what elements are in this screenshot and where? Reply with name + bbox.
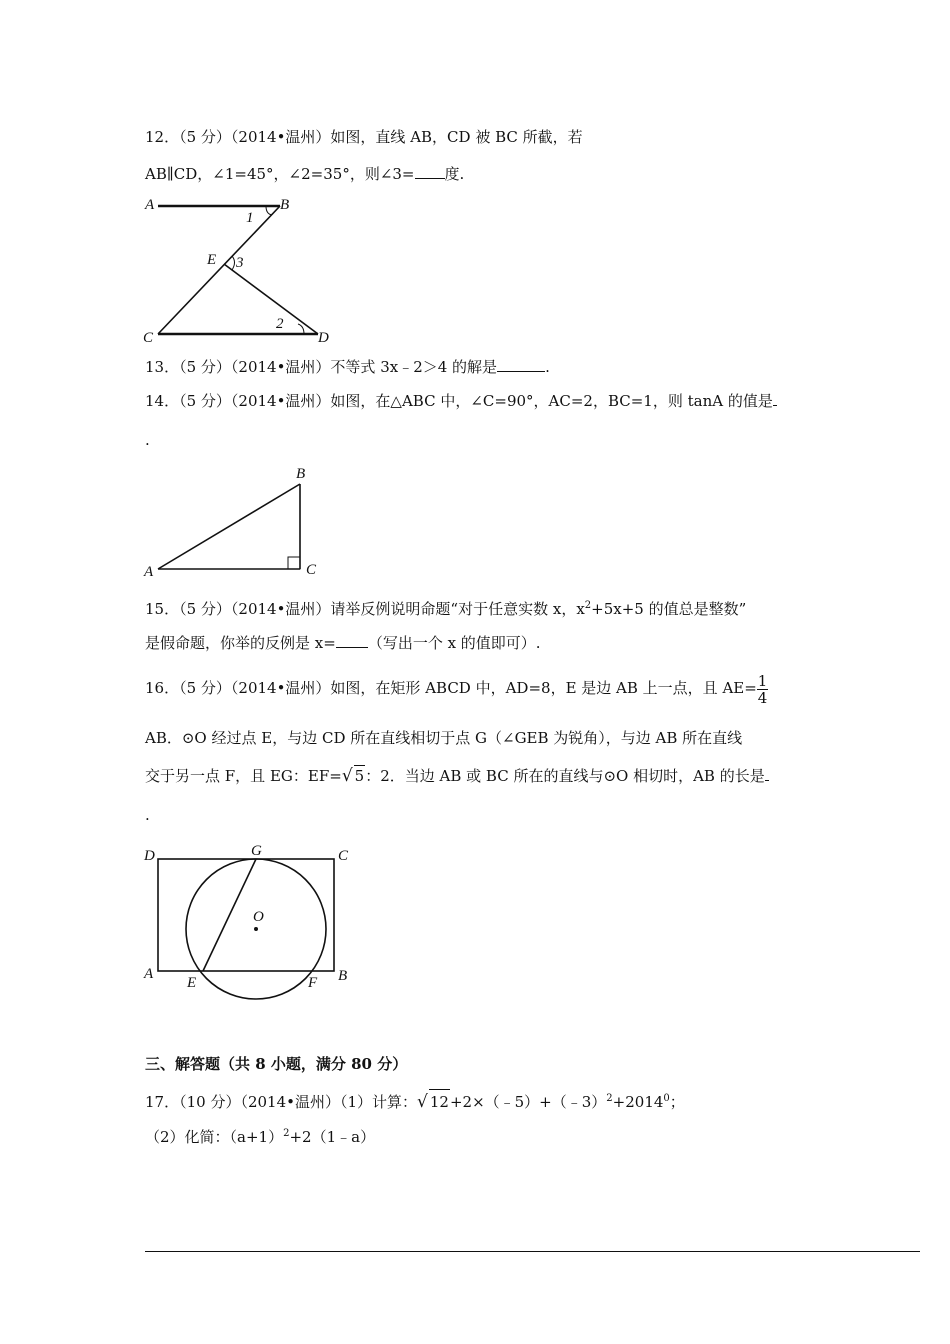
- label-angle-2: 2: [276, 316, 284, 332]
- label-A: A: [144, 966, 154, 982]
- label-E: E: [187, 975, 197, 991]
- answer-blank: [336, 633, 368, 648]
- label-E: E: [207, 252, 217, 268]
- q14-line2: .: [145, 431, 150, 449]
- label-C: C: [338, 848, 349, 864]
- label-C: C: [143, 330, 154, 346]
- label-G: G: [251, 843, 262, 859]
- q16-line2: AB．⊙O 经过点 E，与边 CD 所在直线相切于点 G（∠GEB 为锐角），与边 AB 所在直线: [145, 729, 743, 747]
- label-D: D: [318, 330, 329, 346]
- radical-sign: √: [341, 766, 353, 786]
- q16-figure: [140, 840, 370, 1005]
- section-heading: 三、解答题（共 8 小题，满分 80 分）: [145, 1055, 408, 1073]
- label-B: B: [280, 197, 290, 213]
- label-O: O: [253, 909, 264, 925]
- q12-line1: 12．（5 分）（2014•温州）如图，直线 AB，CD 被 BC 所截，若: [145, 128, 583, 146]
- q17-line2: （2）化简：$(a+1)^2+2(1﹣a)$: [145, 1128, 376, 1146]
- answer-blank: [497, 357, 545, 372]
- answer-blank: [415, 164, 445, 179]
- q16-line4: .: [145, 806, 150, 824]
- label-F: F: [308, 975, 318, 991]
- label-B: B: [296, 466, 306, 482]
- label-angle-3: 3: [236, 255, 244, 271]
- label-A: A: [144, 564, 154, 580]
- label-A: A: [145, 197, 155, 213]
- q16-line1: 16．（5 分）（2014•温州）如图，在矩形 ABCD 中，AD=8，E 是边 AB 上一点，且 AE= $\frac{1}{4}$: [145, 671, 768, 707]
- q15-line1: 15．（5 分）（2014•温州）请举反例说明命题“对于任意实数 x，$x^2+5x+5$ 的值总是整数”: [145, 600, 747, 618]
- label-angle-1: 1: [246, 210, 254, 226]
- label-C: C: [306, 562, 317, 578]
- q14-line1: 14．（5 分）（2014•温州）如图，在△ABC 中，∠C=90°，AC=2，BC=1，则 tanA 的值是: [145, 391, 777, 411]
- label-B: B: [338, 968, 348, 984]
- q14-figure: [140, 460, 340, 585]
- answer-blank: [773, 391, 777, 406]
- q12-line2: AB∥CD，∠1=45°，∠2=35°，则∠3= 度.: [145, 165, 465, 183]
- footer-rule: [145, 1251, 920, 1252]
- q17-line1: 17．（10 分）（2014•温州）（1）计算：√ $12+2\times(﹣5)+(﹣3)^2+2014^0$；: [145, 1087, 685, 1114]
- label-D: D: [144, 848, 155, 864]
- q16-line3: 交于另一点 F，且 EG：EF=√ 5：2．当边 AB 或 BC 所在的直线与⊙O 相切时，AB 的长是: [145, 765, 769, 786]
- answer-blank: [765, 766, 769, 781]
- radical-sign: √: [417, 1092, 428, 1112]
- q15-line2: 是假命题，你举的反例是 x= （写出一个 x 的值即可）.: [145, 634, 541, 652]
- fraction: $\frac{1}{4}$: [757, 671, 768, 707]
- q13-line1: 13．（5 分）（2014•温州）不等式 3x﹣2＞4 的解是 .: [145, 358, 550, 376]
- q12-figure: [140, 192, 340, 347]
